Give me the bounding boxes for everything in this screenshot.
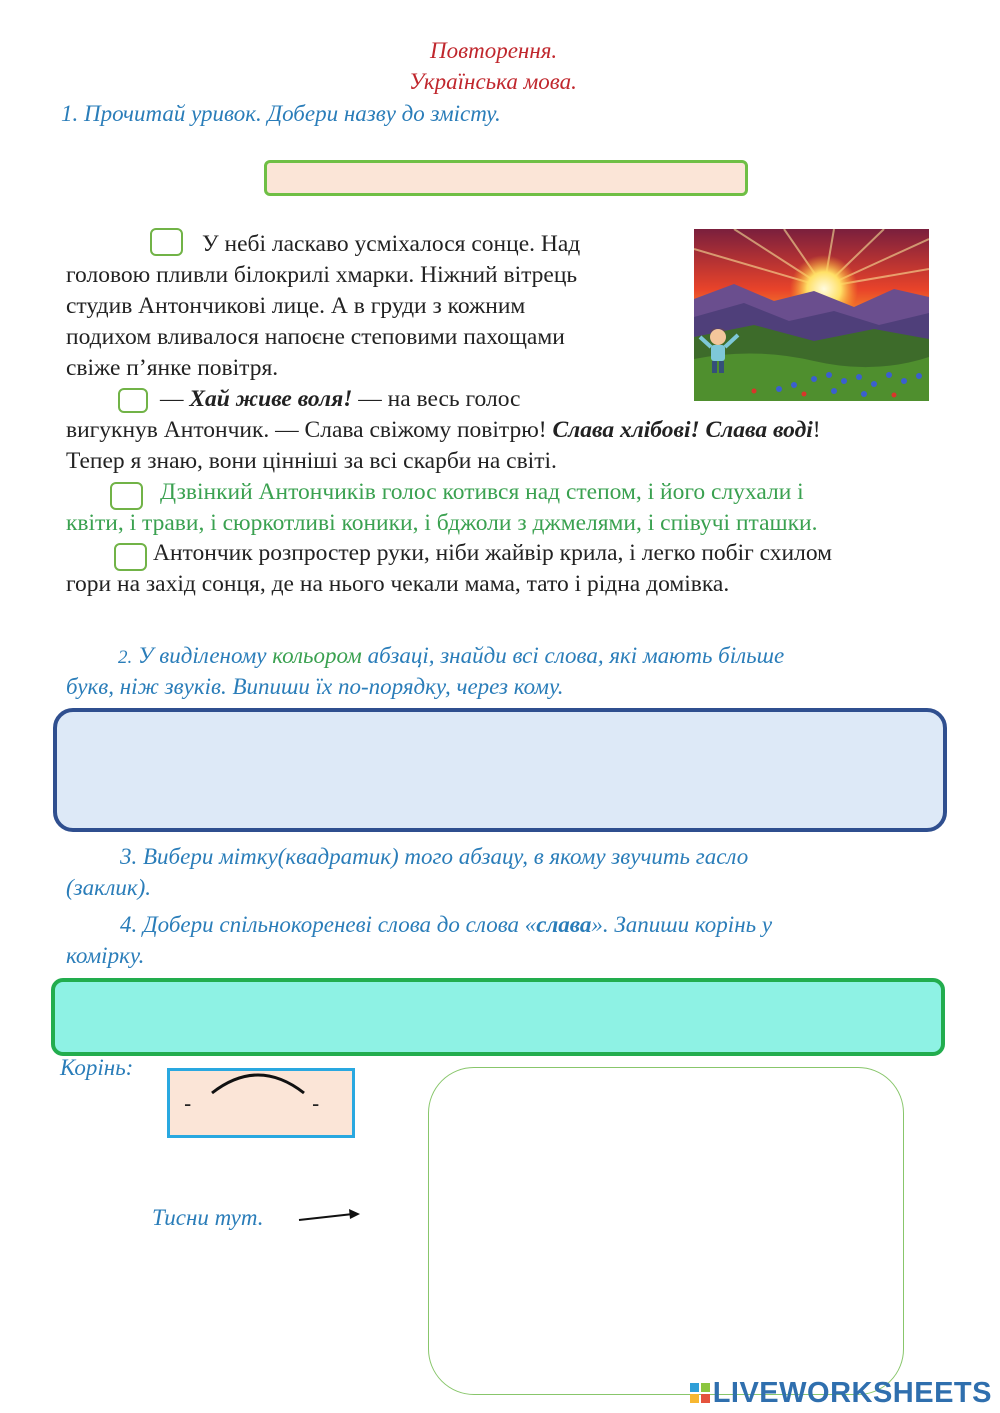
paragraph-1-checkbox[interactable] bbox=[150, 228, 183, 256]
task-2-instruction-line-2: букв, ніж звуків. Випиши їх по-порядку, через кому. bbox=[66, 674, 564, 699]
task-2-number: 2. bbox=[118, 647, 133, 668]
press-here-hint: Тисни тут. bbox=[152, 1205, 264, 1230]
paragraph-4-line-1: Антончик розпростер руки, ніби жайвір крила, і легко побіг схилом bbox=[153, 540, 833, 566]
task-4-instruction-line-2: комірку. bbox=[66, 943, 145, 968]
sunrise-landscape-image bbox=[694, 229, 929, 401]
paragraph-2-checkbox[interactable] bbox=[118, 388, 148, 413]
paragraph-1-line-2: головою пливли білокрилі хмарки. Ніжний вітрець bbox=[66, 262, 578, 288]
paragraph-3-checkbox[interactable] bbox=[110, 482, 143, 510]
worksheet-title: Повторення. bbox=[430, 38, 558, 63]
task-3-instruction-line-1: 3. Вибери мітку(квадратик) того абзацу, в якому звучить гасло bbox=[120, 844, 749, 869]
task-2-answer-field[interactable] bbox=[53, 708, 947, 832]
task-4-part-2: ». Запиши корінь у bbox=[591, 912, 773, 937]
arrow-right-icon bbox=[297, 1206, 363, 1224]
worksheet-subject: Українська мова. bbox=[409, 69, 577, 94]
task-2-part-2: абзаці, знайди всі слова, які мають більше bbox=[361, 643, 785, 668]
paragraph-2-line-2-start: вигукнув Антончик. — Слава свіжому повітрю! bbox=[66, 417, 553, 443]
paragraph-1-line-5: свіже п’янке повітря. bbox=[66, 355, 279, 381]
root-input-cell[interactable] bbox=[167, 1068, 355, 1138]
paragraph-1-line-4: подихом вливалося напоєне степовими пахощами bbox=[66, 324, 565, 350]
exclamation-long-live-freedom: Хай живе воля! bbox=[189, 386, 353, 412]
root-dash-right: - bbox=[312, 1091, 320, 1116]
title-answer-field[interactable] bbox=[264, 160, 748, 196]
dash: — bbox=[160, 386, 190, 412]
paragraph-2-line-2 bbox=[66, 415, 821, 446]
liveworksheets-logo bbox=[690, 1377, 992, 1409]
task-2-part-1: У виділеному bbox=[132, 643, 273, 668]
exclamation-glory: Слава хлібові! Слава воді bbox=[552, 417, 813, 443]
task-3-instruction-line-2: (заклик). bbox=[66, 875, 152, 900]
task-4-part-1: 4. Добери спільнокореневі слова до слова « bbox=[120, 912, 537, 937]
paragraph-4-line-2: гори на захід сонця, де на нього чекали мама, тато і рідна домівка. bbox=[66, 571, 730, 597]
task-4-answer-field[interactable] bbox=[51, 978, 945, 1056]
exclamation-mark: ! bbox=[812, 417, 821, 443]
paragraph-3-line-2: квіти, і трави, і сюркотливі коники, і бджоли з джмелями, і співучі пташки. bbox=[66, 510, 818, 536]
logo-text: LIVEWORKSHEETS bbox=[712, 1376, 992, 1409]
logo-grid-icon bbox=[690, 1383, 710, 1403]
paragraph-2-line-1-rest: — на весь голос bbox=[352, 386, 521, 412]
task-4-bold-word: слава bbox=[536, 912, 592, 937]
root-arc-icon bbox=[208, 1071, 308, 1097]
paragraph-1-line-3: студив Антончикові лице. А в груди з кожним bbox=[66, 293, 526, 319]
paragraph-2-line-3: Тепер я знаю, вони цінніші за всі скарби на світі. bbox=[66, 448, 557, 474]
paragraph-4-checkbox[interactable] bbox=[114, 543, 147, 571]
task-1-instruction: 1. Прочитай уривок. Добери назву до змісту. bbox=[61, 101, 501, 126]
task-4-instruction-line-1 bbox=[120, 909, 772, 940]
paragraph-2-line-1 bbox=[160, 384, 521, 415]
root-dash-left: - bbox=[184, 1091, 192, 1116]
paragraph-3-line-1: Дзвінкий Антончиків голос котився над степом, і його слухали і bbox=[160, 479, 804, 505]
embedded-media-frame[interactable] bbox=[428, 1067, 904, 1395]
task-2-colored-word: кольором bbox=[272, 643, 362, 668]
paragraph-1-line-1: У небі ласкаво усміхалося сонце. Над bbox=[202, 231, 581, 257]
task-2-instruction-line-1 bbox=[118, 640, 784, 673]
root-label: Корінь: bbox=[60, 1055, 134, 1080]
